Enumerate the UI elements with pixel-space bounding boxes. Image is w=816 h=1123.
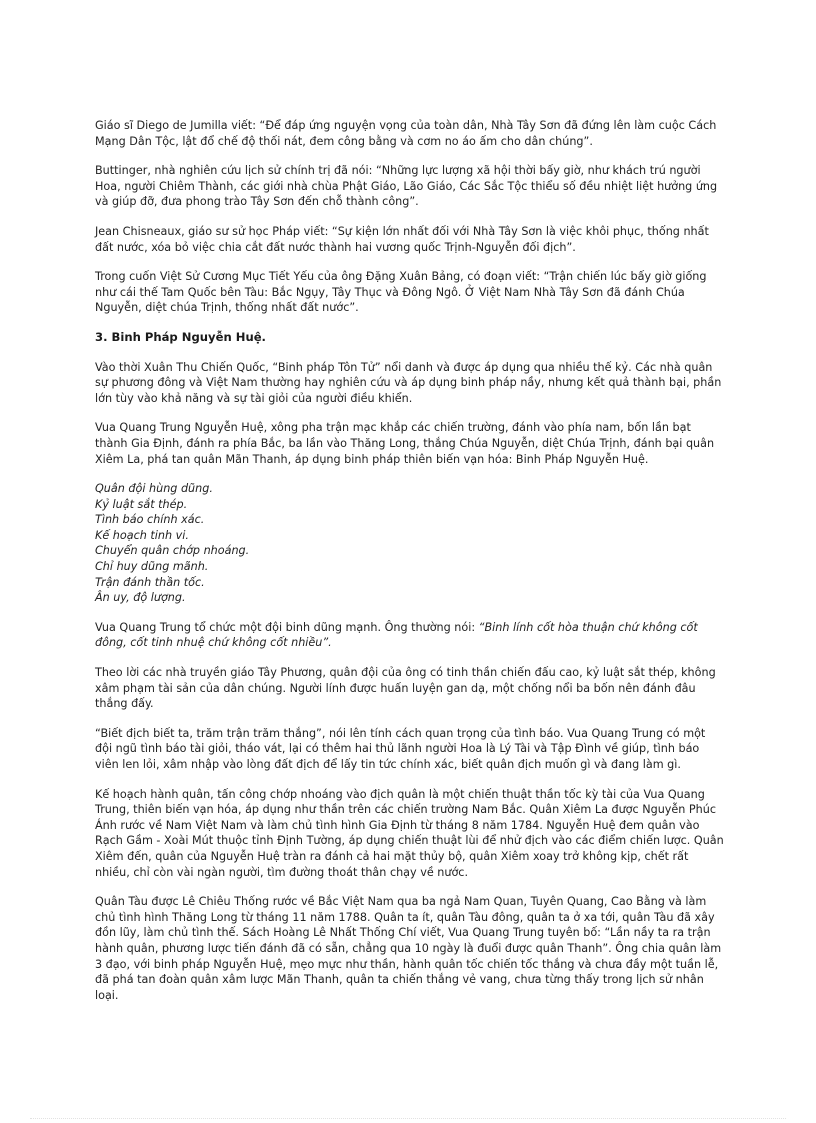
section-heading: 3. Binh Pháp Nguyễn Huệ. — [95, 329, 266, 344]
army-quote-lead: Vua Quang Trung tổ chức một đội binh dũng mạnh. Ông thường nói: — [95, 620, 479, 634]
paragraph-missionaries: Theo lời các nhà truyền giáo Tây Phương, quân đội của ông có tinh thần chiến đấu cao, kỷ luật sắt thép, không xâm phạm tài sản của dân chúng. Người lính được huấn luyện gan dạ, một chống nổi ba bốn nên đánh đâu thắng đấy. — [95, 666, 716, 711]
principle-line: Kỷ luật sắt thép. — [95, 497, 188, 511]
principle-line: Chuyển quân chớp nhoáng. — [95, 544, 250, 558]
paragraph-chisneaux: Jean Chisneaux, giáo sư sử học Pháp viết: “Sự kiện lớn nhất đối với Nhà Tây Sơn là việc khôi phục, thống nhất đất nước, xóa bỏ việc chia cắt đất nước thành hai vương quốc Trịnh-Nguyễn đối địch”. — [95, 224, 709, 254]
principle-line: Quân đội hùng dũng. — [95, 482, 213, 496]
army-quote-text: “Binh lính cốt hòa thuận chứ không cốt đông, cốt tinh nhuệ chứ không cốt nhiều”. — [95, 620, 698, 650]
principle-line: Ân uy, độ lượng. — [95, 591, 186, 605]
document-body — [95, 118, 725, 1017]
paragraph-jumilla: Giáo sĩ Diego de Jumilla viết: “Để đáp ứng nguyện vọng của toàn dân, Nhà Tây Sơn đã đứng lên làm cuộc Cách Mạng Dân Tộc, lật đổ chế độ thối nát, đem công bằng và cơm no áo ấm cho dân chúng”. — [95, 119, 717, 148]
paragraph-buttinger: Buttinger, nhà nghiên cứu lịch sử chính trị đã nói: “Những lực lượng xã hội thời bấy giờ, như khách trú người Hoa, người Chiêm Thành, các giới nhà chùa Phật Giáo, Lão Giáo, Các Sắc Tộc thiểu số đều nhiệt liệt hưởng ứng và giúp đỡ, đưa phong trào Tây Sơn đến chỗ thành công”. — [95, 164, 718, 209]
principle-line: Kế hoạch tinh vi. — [95, 528, 189, 542]
paragraph-viet-su-cuong-muc: Trong cuốn Việt Sử Cương Mục Tiết Yếu của ông Đặng Xuân Bảng, có đoạn viết: “Trận chiến lúc bấy giờ giống như cái thế Tam Quốc bên Tàu: Bắc Ngụy, Tây Thục và Đông Ngô. Ở Việt Nam Nhà Tây Sơn đã đánh Chúa Nguyễn, diệt chúa Trịnh, thống nhất đất nước”. — [95, 270, 707, 315]
principles-list — [95, 481, 725, 606]
principle-line: Tình báo chính xác. — [95, 513, 205, 527]
paragraph-thang-long: Quân Tàu được Lê Chiêu Thống rước về Bắc Việt Nam qua ba ngả Nam Quan, Tuyên Quang, Cao Bằng và làm chủ tình hình Thăng Long từ tháng 11 năm 1788. Quân ta ít, quân Tàu đông, quân ta ở xa tới, quân Tàu đã xây đồn lũy, làm chủ tình thế. Sách Hoàng Lê Nhất Thống Chí viết, Vua Quang Trung tuyên bố: “Lần nầy ta ra trận hành quân, phương lược tiến đánh đã có sẵn, chẳng qua 10 ngày là đuổi được quân Thanh”. Ông chia quân làm 3 đạo, với binh pháp Nguyễn Huệ, mẹo mực như thần, hành quân tốc chiến tốc thắng và chưa đầy một tuần lễ, đã phá tan đoàn quân xâm lược Mãn Thanh, quân ta chiến thắng vẻ vang, chưa từng thấy trong lịch sử nhân loại. — [95, 895, 722, 1002]
paragraph-intelligence: “Biết địch biết ta, trăm trận trăm thắng”, nói lên tính cách quan trọng của tình báo. Vua Quang Trung có một đội ngũ tình báo tài giỏi, tháo vát, lại có thêm hai thủ lãnh người Hoa là Lý Tài và Tập Đình về giúp, tình báo viên len lỏi, xâm nhập vào lòng đất địch để lấy tin tức chính xác, biết quân địch muốn gì và đang làm gì. — [95, 726, 706, 771]
principle-line: Chỉ huy dũng mãnh. — [95, 560, 209, 574]
page-bottom-divider — [30, 1118, 786, 1119]
paragraph-ton-tu: Vào thời Xuân Thu Chiến Quốc, “Binh pháp Tôn Tử” nổi danh và được áp dụng qua nhiều thế kỷ. Các nhà quân sự phương đông và Việt Nam thường hay nghiên cứu và áp dụng binh pháp nầy, nhưng kết quả thành bại, phần lớn tùy vào khả năng và sự tài giỏi của người điều khiển. — [95, 360, 722, 405]
paragraph-rach-gam: Kế hoạch hành quân, tấn công chớp nhoáng vào địch quân là một chiến thuật thần tốc kỳ tài của Vua Quang Trung, thiên biến vạn hóa, áp dụng như thần trên các chiến trường Nam Bắc. Quân Xiêm La được Nguyễn Phúc Ánh rước về Nam Việt Nam và làm chủ tình hình Gia Định từ tháng 8 năm 1784. Nguyễn Huệ đem quân vào Rạch Gầm - Xoài Mút thuộc tỉnh Định Tường, áp dụng chiến thuật lùi để nhử địch vào các điểm chiến lược. Quân Xiêm đến, quân của Nguyễn Huệ tràn ra đánh cả hai mặt thủy bộ, quân Xiêm xoay trở không kịp, chết rất nhiều, chỉ còn vài ngàn người, tìm đường thoát thân chạy về nước. — [95, 787, 724, 879]
paragraph-quang-trung-campaigns: Vua Quang Trung Nguyễn Huệ, xông pha trận mạc khắp các chiến trường, đánh vào phía nam, bốn lần bạt thành Gia Định, đánh ra phía Bắc, ba lần vào Thăng Long, thắng Chúa Nguyễn, diệt Chúa Trịnh, đánh bại quân Xiêm La, phá tan quân Mãn Thanh, áp dụng binh pháp thiên biến vạn hóa: Binh Pháp Nguyễn Huệ. — [95, 421, 715, 466]
paragraph-army-quote — [95, 620, 725, 651]
principle-line: Trận đánh thần tốc. — [95, 575, 205, 589]
